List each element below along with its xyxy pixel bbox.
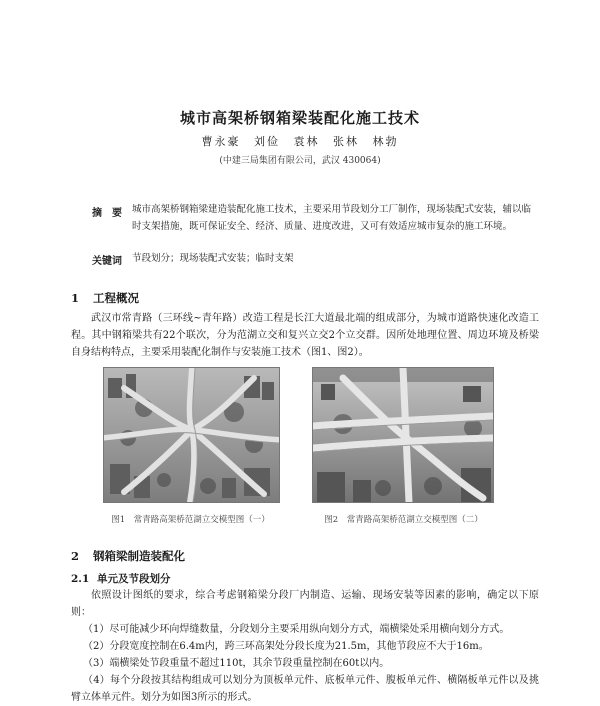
section-2-title: 钢箱梁制造装配化 xyxy=(93,549,185,563)
authors: 曹永豪 刘俭 袁林 张林 林勃 xyxy=(201,135,399,148)
figure-2-image xyxy=(312,367,494,503)
section-1-title: 工程概况 xyxy=(93,291,139,305)
subsection-2-1-intro: 依照设计图纸的要求，综合考虑钢箱梁分段厂内制造、运输、现场安装等因素的影响，确定以下原则： xyxy=(71,590,539,618)
section-2-number: 2 xyxy=(71,549,80,563)
interchange-photo-1 xyxy=(104,368,279,502)
figure-1-caption: 图1 常青路高架桥范湖立交模型图（一） xyxy=(111,515,270,525)
principle-item: （4）每个分段按其结构组成可以划分为顶板单元件、底板单元件、腹板单元件、横隔板单元件以及挑臂立体单元件。划分为如图3所示的形式。 xyxy=(71,675,539,703)
section-1-heading xyxy=(71,290,139,306)
subsection-2-1-title: 单元及节段划分 xyxy=(97,573,171,585)
principle-item: （1）尽可能减少环向焊缝数量，分段划分主要采用纵向划分方式，端横梁处采用横向划分方式。 xyxy=(83,624,510,635)
subsection-2-1-heading xyxy=(71,571,171,586)
section-2-body xyxy=(71,587,539,706)
section-1-number: 1 xyxy=(71,291,80,305)
abstract-label: 摘 要 xyxy=(92,208,122,219)
abstract-text: 城市高架桥钢箱梁建造装配化施工技术，主要采用节段划分工厂制作，现场装配式安装，辅以临时支架措施，既可保证安全、经济、质量、进度改进，又可有效适应城市复杂的施工环境。 xyxy=(132,204,532,232)
section-1-body xyxy=(71,310,539,361)
section-1-paragraph: 武汉市常青路（三环线~青年路）改造工程是长江大道最北端的组成部分，为城市道路快速化改造工程。其中钢箱梁共有22个联次，分为范湖立交和复兴立交2个立交群。因所处地理位置、周边环境及桥梁自身结构特点，主要采用装配化制作与安装施工技术（图1、图2）。 xyxy=(71,313,539,358)
subsection-2-1-number: 2.1 xyxy=(71,573,90,585)
paper-title: 城市高架桥钢箱梁装配化施工技术 xyxy=(179,109,420,127)
section-2-heading xyxy=(71,548,185,564)
principle-item: （2）分段宽度控制在6.4m内，跨三环高架处分段长度为21.5m，其他节段应不大于16m。 xyxy=(83,641,489,652)
figure-2-caption: 图2 常青路高架桥范湖立交模型图（二） xyxy=(324,515,483,525)
keywords-label: 关键词 xyxy=(92,256,122,267)
interchange-photo-2 xyxy=(313,368,493,502)
figure-1-image xyxy=(103,367,280,503)
keywords-text: 节段划分；现场装配式安装；临时支架 xyxy=(132,253,294,264)
affiliation: (中建三局集团有限公司，武汉 430064) xyxy=(219,156,381,166)
principle-item: （3）端横梁处节段重量不超过110t，其余节段重量控制在60t以内。 xyxy=(83,658,390,669)
